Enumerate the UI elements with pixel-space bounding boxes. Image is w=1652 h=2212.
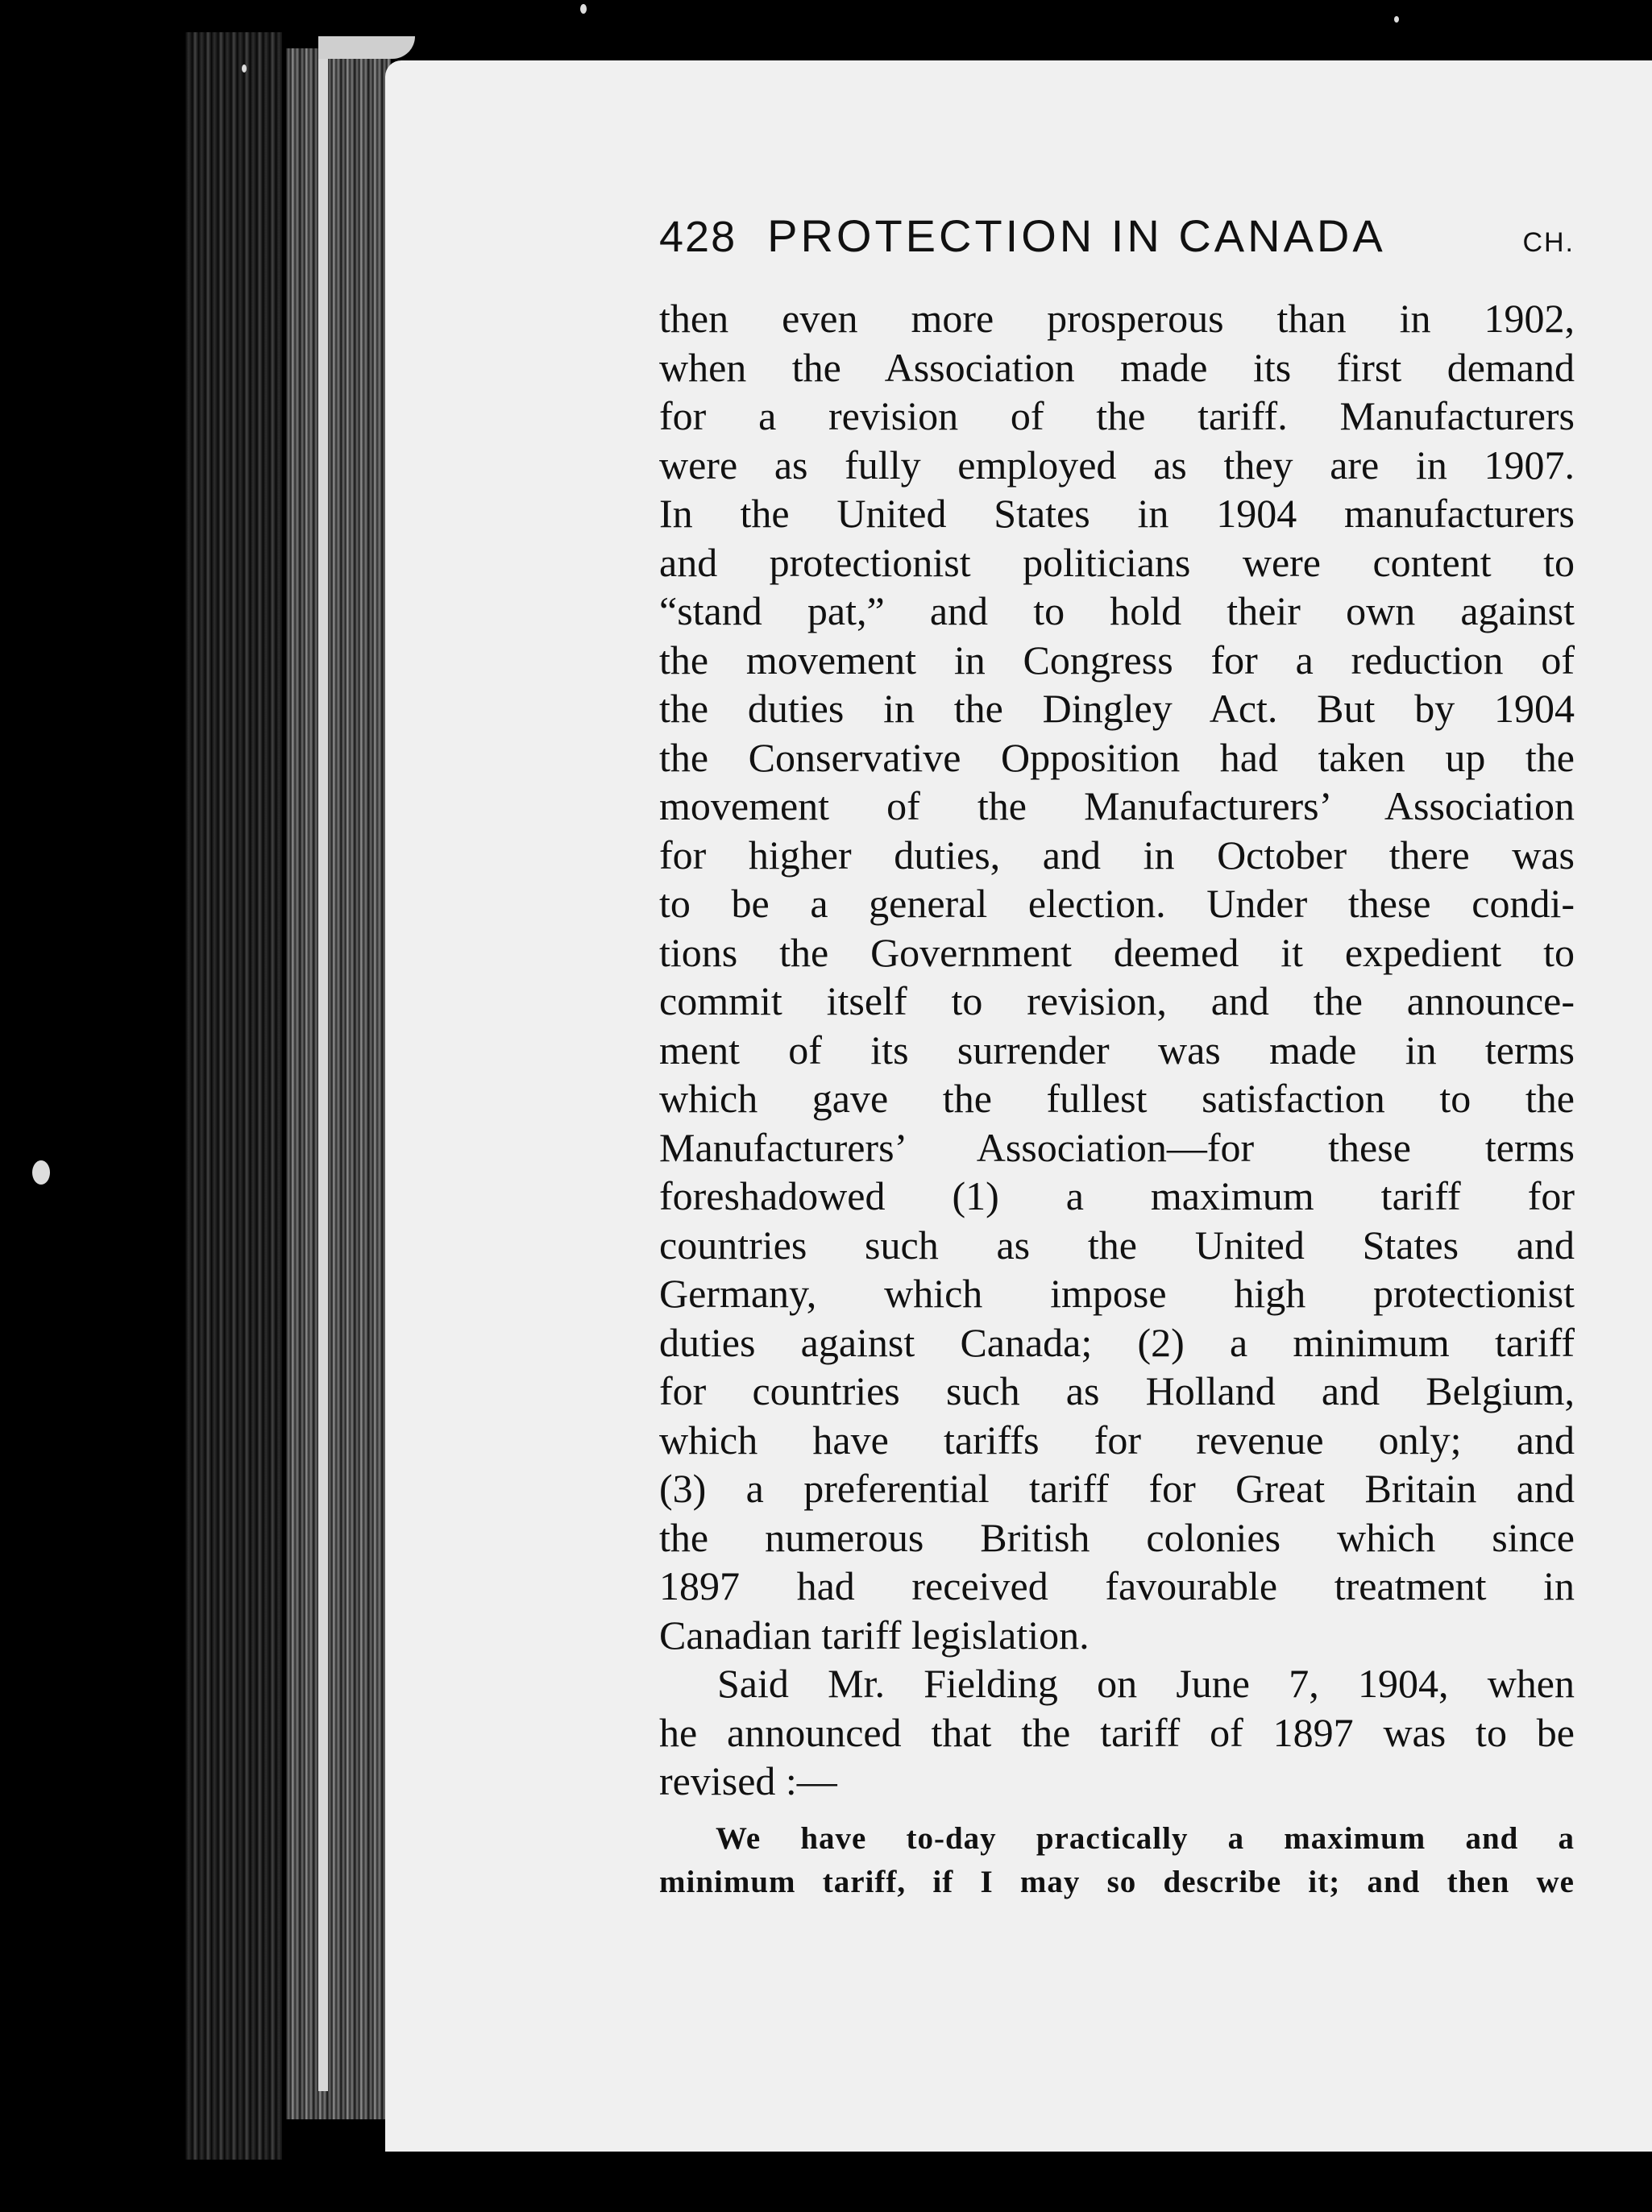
text-line: when the Association made its first demand (659, 344, 1575, 390)
text-line: which gave the fullest satisfaction to the (659, 1076, 1575, 1121)
scan-speck (580, 4, 587, 14)
page-top-curl (318, 36, 415, 59)
scan-speck (242, 64, 247, 73)
running-title: PROTECTION IN CANADA (767, 210, 1386, 261)
scan-speck (1394, 16, 1399, 23)
text-line: (3) a preferential tariff for Great Britain and (659, 1466, 1575, 1511)
text-line: Germany, which impose high protectionist (659, 1271, 1575, 1316)
paragraph-2 (659, 1659, 1575, 1806)
text-line: Said Mr. Fielding on June 7, 1904, when (717, 1661, 1575, 1706)
text-line: “stand pat,” and to hold their own against (659, 588, 1575, 633)
quote-line: We have to-day practically a maximum and a (716, 1820, 1575, 1856)
text-line: movement of the Manufacturers’ Association (659, 783, 1575, 828)
text-line: Canadian tariff legislation. (659, 1612, 1090, 1658)
text-line: were as fully employed as they are in 1907. (659, 442, 1575, 488)
quote-line: minimum tariff, if I may so describe it; and then we (659, 1864, 1575, 1899)
text-line: 1897 had received favourable treatment in (659, 1563, 1575, 1608)
scan-speck (32, 1160, 50, 1185)
text-line: the movement in Congress for a reduction of (659, 637, 1575, 683)
text-line: Manufacturers’ Association—for these terms (659, 1124, 1575, 1170)
book-page (385, 60, 1652, 2152)
text-line: for countries such as Holland and Belgium, (659, 1368, 1575, 1413)
page-content (659, 210, 1575, 1904)
text-line: duties against Canada; (2) a minimum tariff (659, 1319, 1575, 1365)
text-line: for a revision of the tariff. Manufacturers (659, 393, 1575, 438)
text-line: and protectionist politicians were content to (659, 539, 1575, 585)
paragraph-1 (659, 294, 1575, 1659)
text-line: the duties in the Dingley Act. But by 1904 (659, 686, 1575, 731)
text-line: which have tariffs for revenue only; and (659, 1417, 1575, 1463)
chapter-abbrev: CH. (1522, 227, 1575, 258)
text-line: ment of its surrender was made in terms (659, 1027, 1575, 1073)
text-line: then even more prosperous than in 1902, (659, 296, 1575, 341)
page-edge (318, 44, 328, 2091)
body-text (659, 294, 1575, 1904)
text-line: the Conservative Opposition had taken up the (659, 734, 1575, 780)
text-line: the numerous British colonies which since (659, 1514, 1575, 1560)
text-line: revised :— (659, 1758, 837, 1803)
page-number: 428 (659, 213, 737, 261)
page-stack-outer (185, 32, 282, 2160)
block-quote (659, 1817, 1575, 1904)
text-line: In the United States in 1904 manufacturers (659, 491, 1575, 536)
text-line: he announced that the tariff of 1897 was to be (659, 1709, 1575, 1755)
text-line: foreshadowed (1) a maximum tariff for (659, 1173, 1575, 1218)
running-head (659, 210, 1575, 286)
text-line: for higher duties, and in October there was (659, 832, 1575, 878)
text-line: countries such as the United States and (659, 1222, 1575, 1268)
text-line: to be a general election. Under these condi- (659, 881, 1575, 926)
text-line: commit itself to revision, and the announce- (659, 978, 1575, 1023)
text-line: tions the Government deemed it expedient to (659, 929, 1575, 975)
page-stack (286, 48, 391, 2119)
